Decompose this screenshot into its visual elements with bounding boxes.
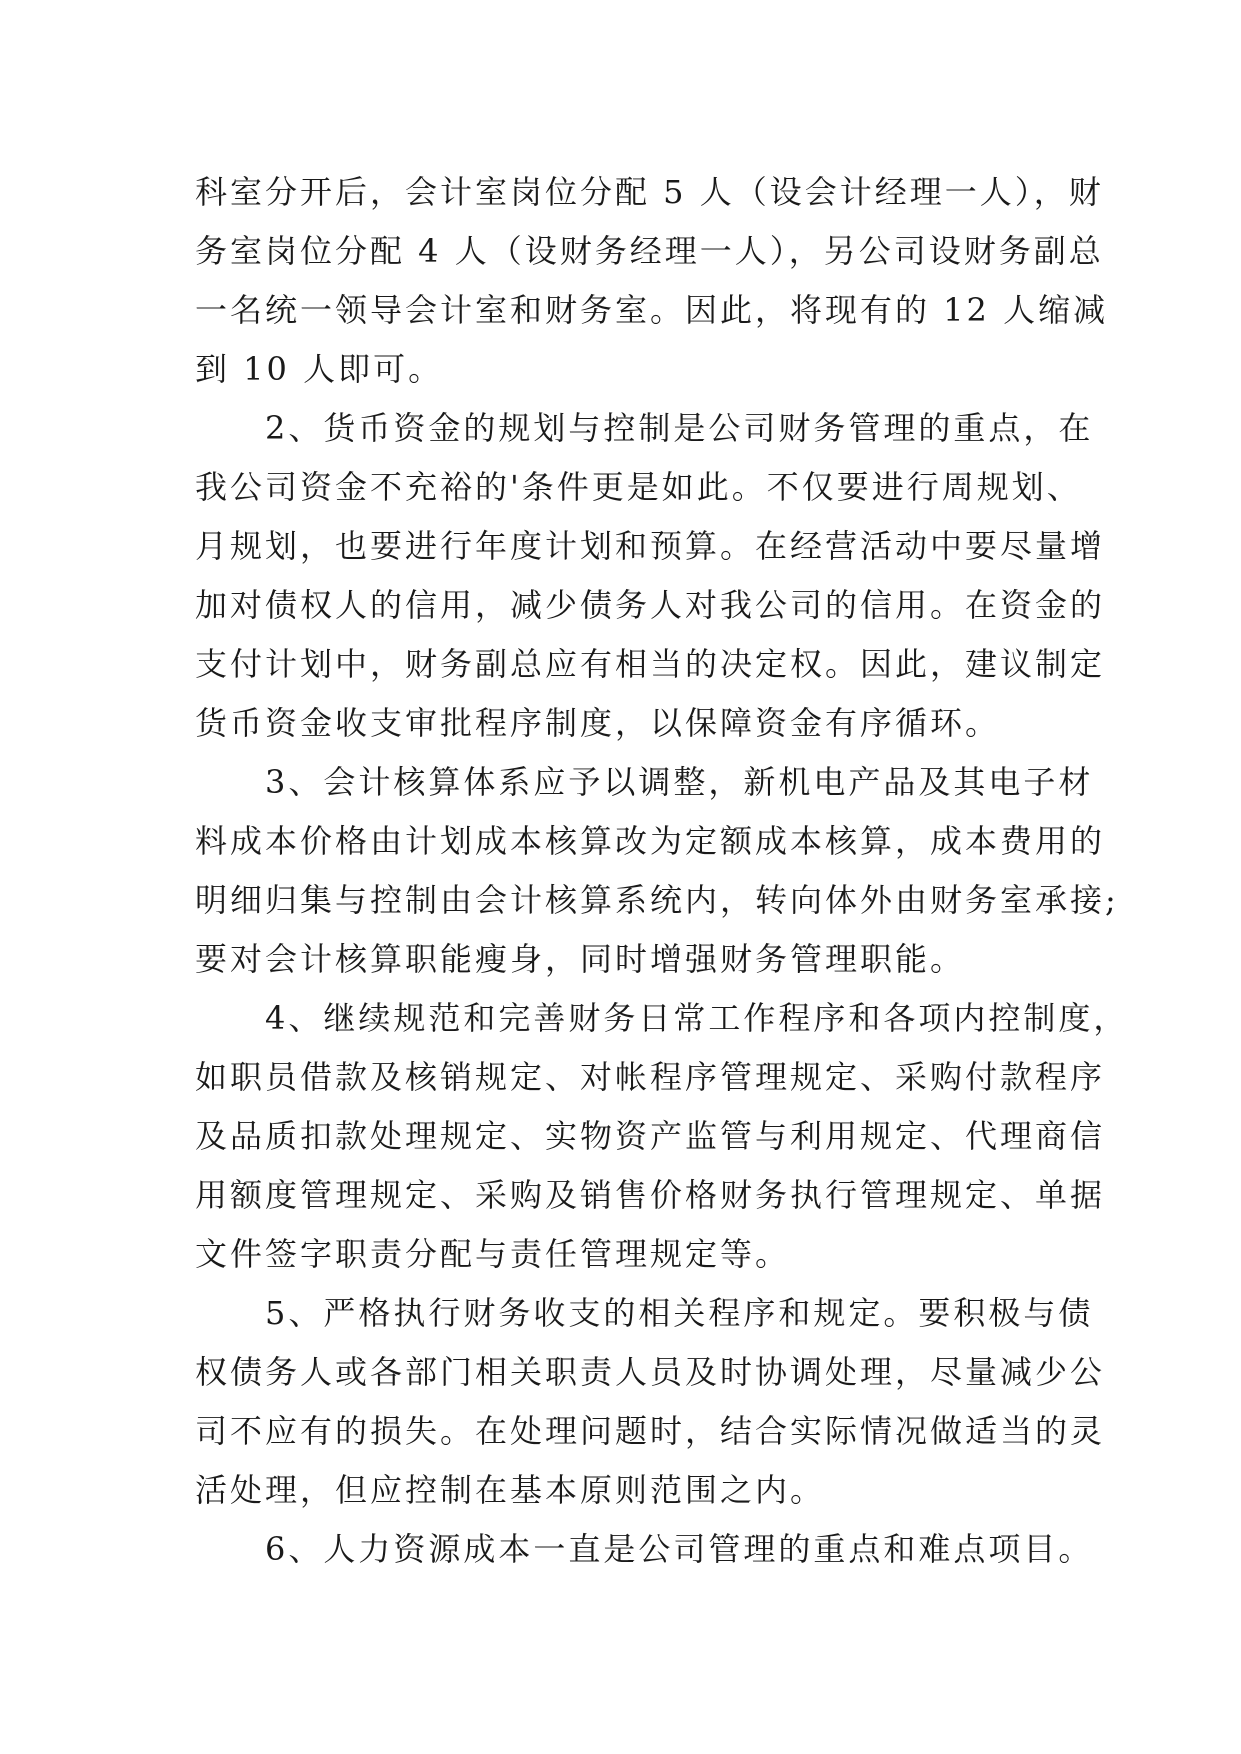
text-line: 用额度管理规定、采购及销售价格财务执行管理规定、单据 — [195, 1176, 1106, 1214]
text-line: 月规划，也要进行年度计划和预算。在经营活动中要尽量增 — [195, 527, 1106, 565]
text-line: 如职员借款及核销规定、对帐程序管理规定、采购付款程序 — [195, 1058, 1106, 1096]
paragraph-6-start: 6、人力资源成本一直是公司管理的重点和难点项目。 — [195, 1530, 1094, 1568]
text-line: 我公司资金不充裕的'条件更是如此。不仅要进行周规划、 — [195, 468, 1082, 506]
text-line: 支付计划中，财务副总应有相当的决定权。因此，建议制定 — [195, 645, 1106, 683]
document-body — [195, 163, 1129, 1579]
text-line: 司不应有的损失。在处理问题时，结合实际情况做适当的灵 — [195, 1412, 1106, 1450]
text-line: 活处理，但应控制在基本原则范围之内。 — [195, 1471, 826, 1509]
text-line: 料成本价格由计划成本核算改为定额成本核算，成本费用的 — [195, 822, 1106, 860]
text-line: 务室岗位分配 4 人（设财务经理一人），另公司设财务副总 — [195, 232, 1104, 270]
text-line: 科室分开后，会计室岗位分配 5 人（设会计经理一人），财 — [195, 173, 1104, 211]
paragraph-5-start: 5、严格执行财务收支的相关程序和规定。要积极与债 — [195, 1294, 1094, 1332]
text-line: 文件签字职责分配与责任管理规定等。 — [195, 1235, 791, 1273]
paragraph-2-start: 2、货币资金的规划与控制是公司财务管理的重点，在 — [195, 409, 1094, 447]
text-line: 权债务人或各部门相关职责人员及时协调处理，尽量减少公 — [195, 1353, 1106, 1391]
text-line: 货币资金收支审批程序制度，以保障资金有序循环。 — [195, 704, 1001, 742]
text-line: 加对债权人的信用，减少债务人对我公司的信用。在资金的 — [195, 586, 1106, 624]
text-line: 一名统一领导会计室和财务室。因此，将现有的 12 人缩减 — [195, 291, 1109, 329]
text-line: 到 10 人即可。 — [195, 350, 444, 388]
paragraph-3-start: 3、会计核算体系应予以调整，新机电产品及其电子材 — [195, 763, 1094, 801]
paragraph-4-start: 4、继续规范和完善财务日常工作程序和各项内控制度， — [195, 999, 1129, 1037]
text-line: 要对会计核算职能瘦身，同时增强财务管理职能。 — [195, 940, 966, 978]
text-line: 明细归集与控制由会计核算系统内，转向体外由财务室承接; — [195, 881, 1119, 919]
text-line: 及品质扣款处理规定、实物资产监管与利用规定、代理商信 — [195, 1117, 1106, 1155]
